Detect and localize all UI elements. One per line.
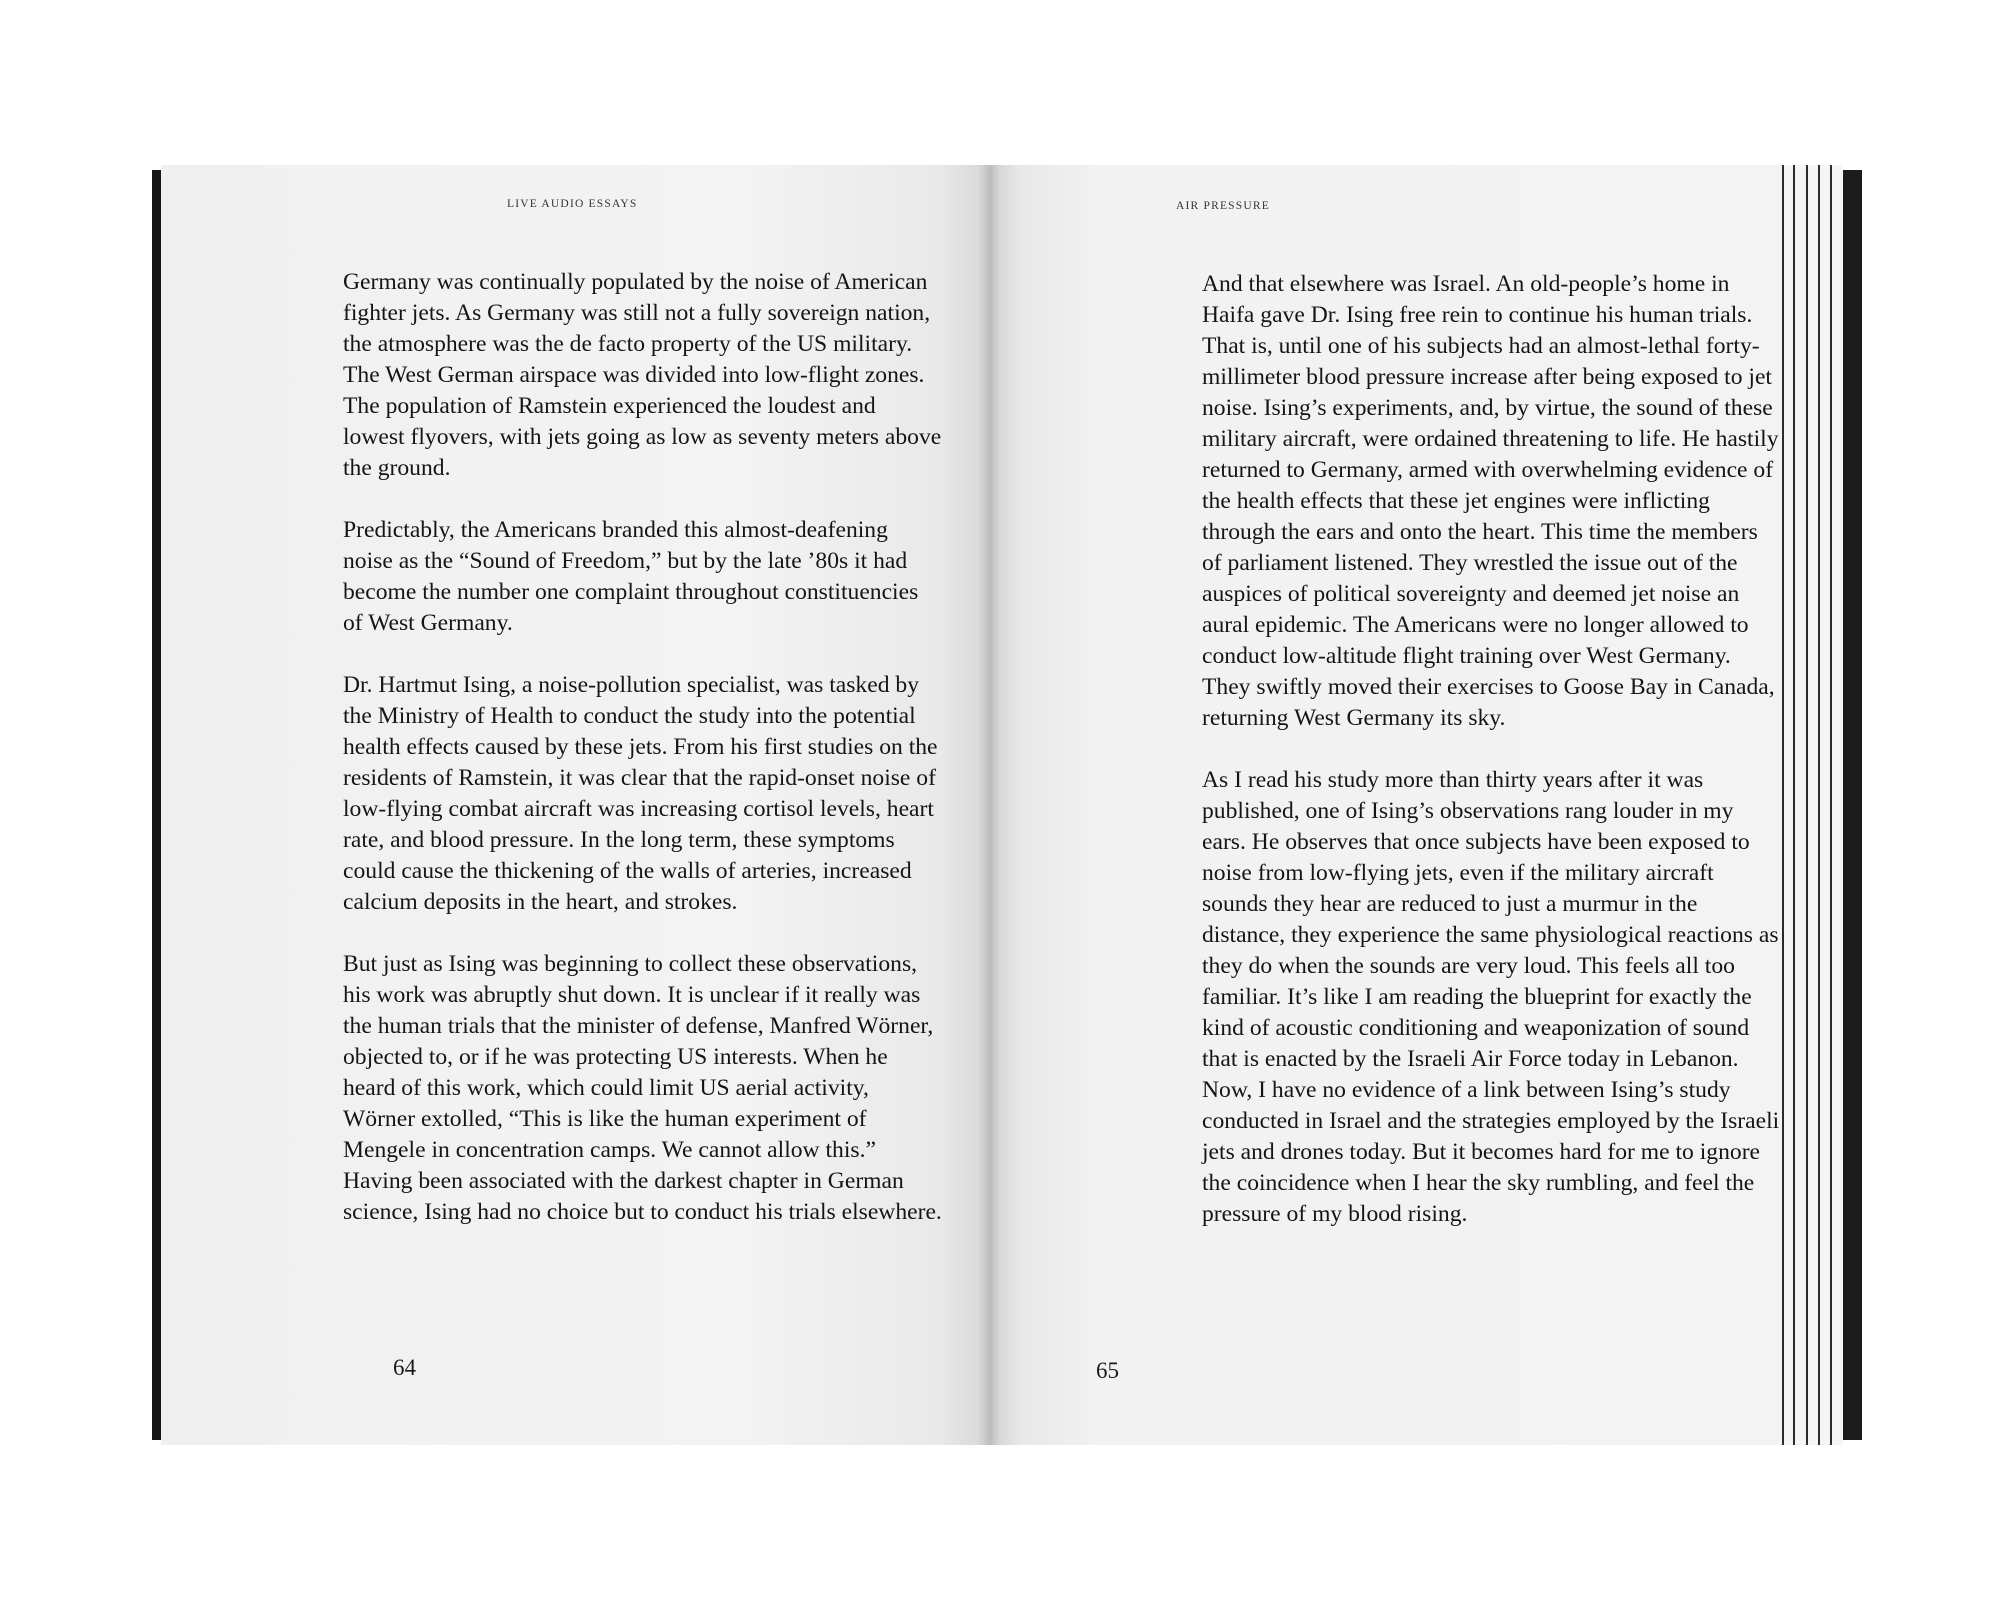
page-edge-line	[1830, 165, 1832, 1445]
left-paragraph: Predictably, the Americans branded this almost-deafening noise as the “Sound of Freedom,” but by the late ’80s it had become the number one complaint throughout constituencies of West Germany.	[343, 517, 919, 636]
left-text-block	[343, 267, 943, 1228]
left-running-head: LIVE AUDIO ESSAYS	[507, 198, 638, 210]
book-gutter-shadow	[978, 165, 1000, 1445]
left-paragraph: Dr. Hartmut Ising, a noise-pollution specialist, was tasked by the Ministry of Health to conduct the study into the potential health effects caused by these jets. From his first studies on the residents of Ramstein, it was clear that the rapid-onset noise of low-flying combat aircraft was increasing cortisol levels, heart rate, and blood pressure. In the long term, these symptoms could cause the thickening of the walls of arteries, increased calcium deposits in the heart, and strokes.	[343, 672, 938, 915]
page-edge-line	[1793, 165, 1795, 1445]
right-paragraph: And that elsewhere was Israel. An old-people’s home in Haifa gave Dr. Ising free rein to continue his human trials. That is, until one of his subjects had an almost-lethal forty-millimeter blood pressure increase after being exposed to jet noise. Ising’s experiments, and, by virtue, the sound of these military aircraft, were ordained threatening to life. He hastily returned to Germany, armed with overwhelming evidence of the health effects that these jet engines were inflicting through the ears and onto the heart. This time the members of parliament listened. They wrestled the issue out of the auspices of political sovereignty and deemed jet noise an aural epidemic. The Americans were no longer allowed to conduct low-altitude flight training over West Germany. They swiftly moved their exercises to Goose Bay in Canada, returning West Germany its sky.	[1202, 271, 1779, 731]
open-book	[152, 165, 1862, 1445]
page-edge-line	[1806, 165, 1808, 1445]
page-edge-line	[1818, 165, 1820, 1445]
right-running-head: AIR PRESSURE	[1176, 200, 1270, 212]
left-page	[161, 165, 989, 1445]
book-cover-edge-left	[152, 170, 161, 1440]
page-edge-fill	[1782, 165, 1843, 1445]
left-page-number: 64	[393, 1355, 416, 1380]
left-paragraph: Germany was continually populated by the noise of American fighter jets. As Germany was still not a fully sovereign nation, the atmosphere was the de facto property of the US military. The West German airspace was divided into low-flight zones. The population of Ramstein experienced the loudest and lowest flyovers, with jets going as low as seventy meters above the ground.	[343, 269, 942, 481]
right-paragraph: As I read his study more than thirty years after it was published, one of Ising’s observations rang louder in my ears. He observes that once subjects have been exposed to noise from low-flying jets, even if the military aircraft sounds they hear are reduced to just a murmur in the distance, they experience the same physiological reactions as they do when the sounds are very loud. This feels all too familiar. It’s like I am reading the blueprint for exactly the kind of acoustic conditioning and weaponization of sound that is enacted by the Israeli Air Force today in Lebanon. Now, I have no evidence of a link between Ising’s study conducted in Israel and the strategies employed by the Israeli jets and drones today. But it becomes hard for me to ignore the coincidence when I hear the sky rumbling, and feel the pressure of my blood rising.	[1202, 767, 1780, 1227]
page-edge-line	[1782, 165, 1784, 1445]
right-page-number: 65	[1096, 1358, 1119, 1383]
right-page	[989, 165, 1782, 1445]
left-paragraph: But just as Ising was beginning to collect these observations, his work was abruptly shut down. It is unclear if it really was the human trials that the minister of defense, Manfred Wörner, objected to, or if he was protecting US interests. When he heard of this work, which could limit US aerial activity, Wörner extolled, “This is like the human experiment of Mengele in concentration camps. We cannot allow this.” Having been associated with the darkest chapter in German science, Ising had no choice but to conduct his trials elsewhere.	[343, 951, 942, 1225]
right-text-block	[1202, 269, 1782, 1230]
book-cover-edge-right	[1843, 170, 1862, 1440]
